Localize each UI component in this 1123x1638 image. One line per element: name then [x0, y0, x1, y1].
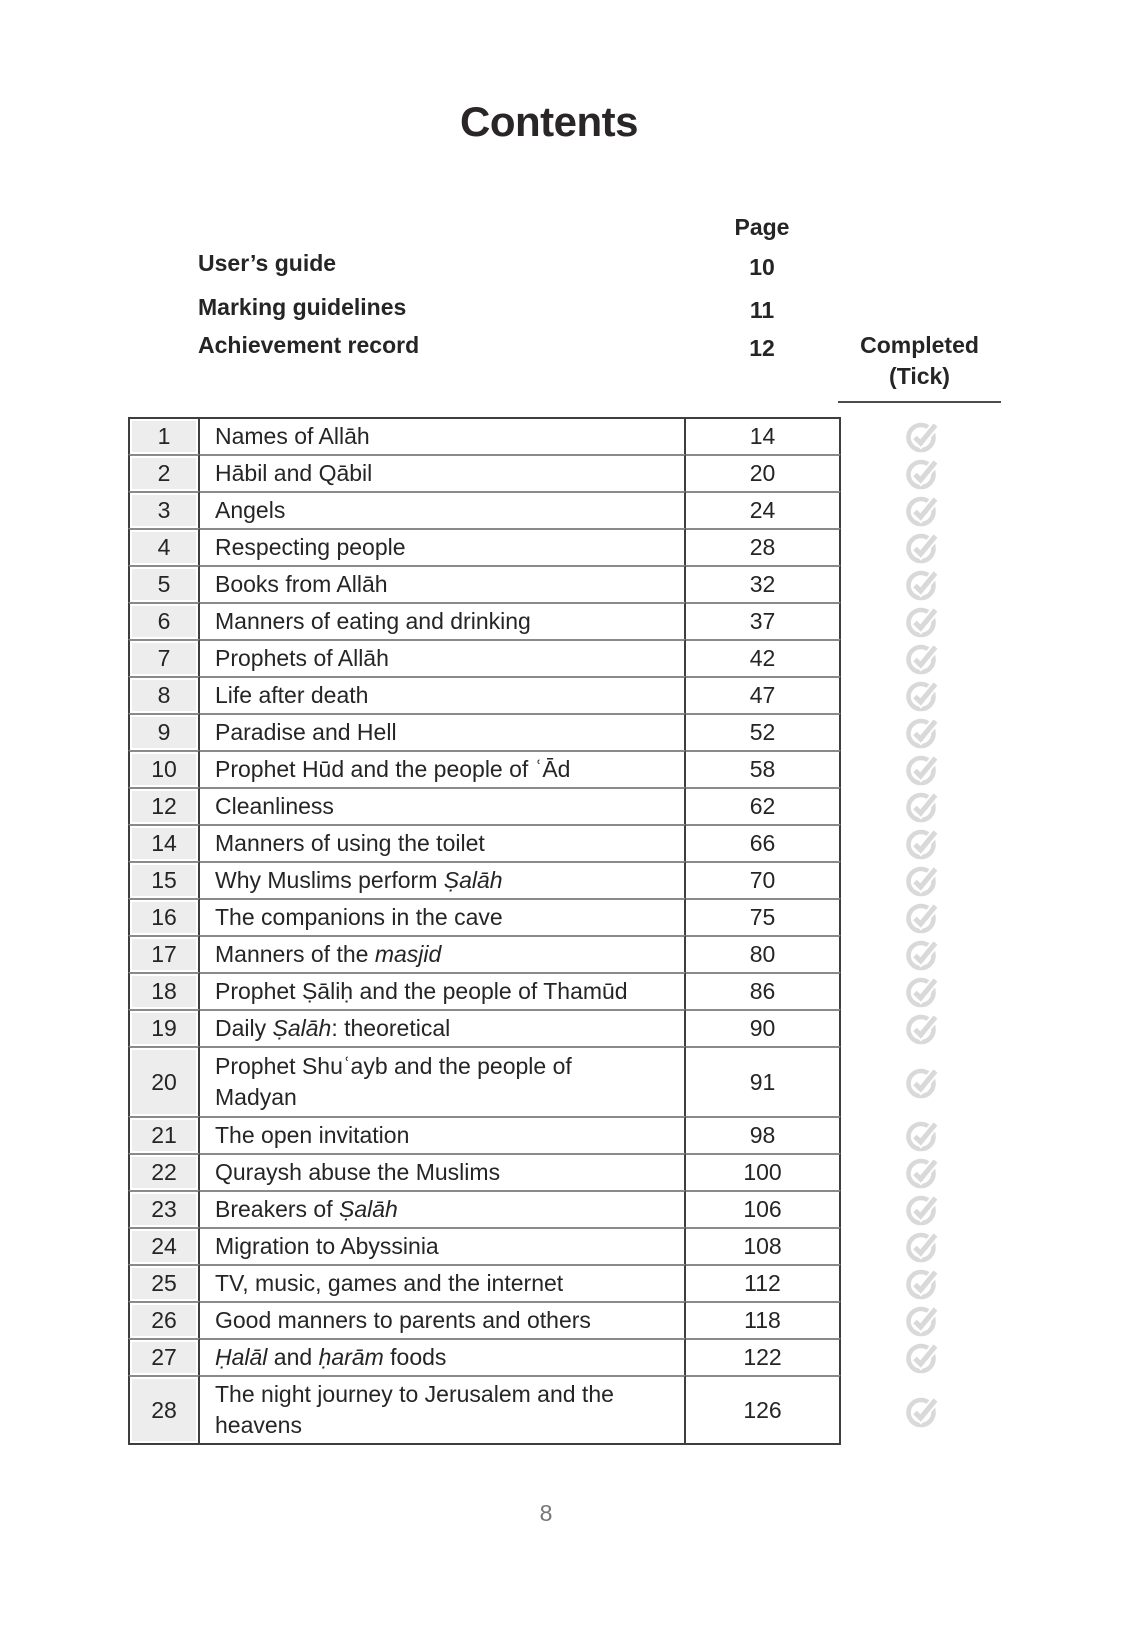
chapter-title: Quraysh abuse the Muslims: [200, 1153, 686, 1190]
chapter-number: 27: [128, 1338, 200, 1375]
check-circle-icon: [905, 455, 940, 490]
chapter-number: 3: [128, 491, 200, 528]
chapter-number: 28: [128, 1375, 200, 1445]
check-circle-icon: [905, 714, 940, 749]
chapter-page: 66: [686, 824, 841, 861]
chapter-title: Names of Allāh: [200, 417, 686, 454]
chapter-number: 1: [128, 417, 200, 454]
completed-tick-cell: [841, 898, 1003, 935]
chapter-title: TV, music, games and the internet: [200, 1264, 686, 1301]
check-circle-icon: [905, 603, 940, 638]
chapter-page: 100: [686, 1153, 841, 1190]
chapter-page: 90: [686, 1009, 841, 1046]
chapter-number: 26: [128, 1301, 200, 1338]
chapter-number: 12: [128, 787, 200, 824]
chapter-title: Prophets of Allāh: [200, 639, 686, 676]
chapter-title: Prophet Ṣāliḥ and the people of Thamūd: [200, 972, 686, 1009]
chapter-title: The night journey to Jerusalem and the heavens: [200, 1375, 686, 1445]
chapter-number: 7: [128, 639, 200, 676]
chapter-page: 91: [686, 1046, 841, 1116]
completed-tick-cell: [841, 1009, 1003, 1046]
check-circle-icon: [905, 677, 940, 712]
chapter-title: Breakers of Ṣalāh: [200, 1190, 686, 1227]
chapter-title: Angels: [200, 491, 686, 528]
chapter-page: 52: [686, 713, 841, 750]
completed-tick-cell: [841, 676, 1003, 713]
chapter-number: 10: [128, 750, 200, 787]
front-matter-label: Achievement record: [198, 332, 420, 358]
chapter-title: Migration to Abyssinia: [200, 1227, 686, 1264]
chapter-number: 22: [128, 1153, 200, 1190]
chapter-number: 15: [128, 861, 200, 898]
chapter-page: 62: [686, 787, 841, 824]
completed-tick-cell: [841, 1375, 1003, 1445]
chapter-number: 4: [128, 528, 200, 565]
tick-label: (Tick): [889, 363, 950, 389]
check-circle-icon: [905, 1393, 940, 1428]
check-circle-icon: [905, 1064, 940, 1099]
completed-tick-cell: [841, 454, 1003, 491]
chapter-page: 86: [686, 972, 841, 1009]
chapter-number: 8: [128, 676, 200, 713]
check-circle-icon: [905, 566, 940, 601]
check-circle-icon: [905, 1228, 940, 1263]
completed-tick-cell: [841, 1046, 1003, 1116]
check-circle-icon: [905, 1010, 940, 1045]
chapter-page: 14: [686, 417, 841, 454]
chapter-number: 19: [128, 1009, 200, 1046]
check-circle-icon: [905, 529, 940, 564]
check-circle-icon: [905, 640, 940, 675]
chapter-title: Manners of using the toilet: [200, 824, 686, 861]
chapter-page: 58: [686, 750, 841, 787]
chapter-title: Ḥalāl and ḥarām foods: [200, 1338, 686, 1375]
check-circle-icon: [905, 973, 940, 1008]
chapter-title: Manners of eating and drinking: [200, 602, 686, 639]
chapter-title: Prophet Shuʿayb and the people of Madyan: [200, 1046, 686, 1116]
chapter-title: Hābil and Qābil: [200, 454, 686, 491]
chapter-number: 9: [128, 713, 200, 750]
completed-tick-cell: [841, 1153, 1003, 1190]
front-matter-label: Marking guidelines: [198, 294, 407, 320]
chapter-number: 25: [128, 1264, 200, 1301]
check-circle-icon: [905, 936, 940, 971]
chapter-number: 21: [128, 1116, 200, 1153]
chapter-page: 42: [686, 639, 841, 676]
chapter-page: 122: [686, 1338, 841, 1375]
completed-tick-cell: [841, 565, 1003, 602]
completed-tick-cell: [841, 1227, 1003, 1264]
chapter-page: 37: [686, 602, 841, 639]
chapter-number: 2: [128, 454, 200, 491]
completed-tick-cell: [841, 861, 1003, 898]
completed-tick-cell: [841, 417, 1003, 454]
chapter-title: Why Muslims perform Ṣalāh: [200, 861, 686, 898]
check-circle-icon: [905, 862, 940, 897]
chapter-number: 14: [128, 824, 200, 861]
chapter-title: The companions in the cave: [200, 898, 686, 935]
completed-tick-cell: [841, 824, 1003, 861]
chapter-title: Daily Ṣalāh: theoretical: [200, 1009, 686, 1046]
check-circle-icon: [905, 1339, 940, 1374]
page-column-header: Page: [734, 214, 790, 240]
completed-tick-cell: [841, 528, 1003, 565]
completed-tick-cell: [841, 1264, 1003, 1301]
check-circle-icon: [905, 1117, 940, 1152]
check-circle-icon: [905, 788, 940, 823]
footer-page-number: 8: [539, 1500, 553, 1526]
completed-tick-cell: [841, 972, 1003, 1009]
check-circle-icon: [905, 1302, 940, 1337]
chapter-page: 108: [686, 1227, 841, 1264]
chapter-number: 23: [128, 1190, 200, 1227]
front-matter-label: User’s guide: [198, 250, 337, 276]
chapter-number: 6: [128, 602, 200, 639]
completed-tick-cell: [841, 713, 1003, 750]
chapter-number: 5: [128, 565, 200, 602]
completed-tick-cell: [841, 787, 1003, 824]
chapter-title: Manners of the masjid: [200, 935, 686, 972]
chapter-number: 18: [128, 972, 200, 1009]
chapter-page: 98: [686, 1116, 841, 1153]
check-circle-icon: [905, 492, 940, 527]
chapter-page: 47: [686, 676, 841, 713]
check-circle-icon: [905, 825, 940, 860]
chapter-page: 106: [686, 1190, 841, 1227]
completed-tick-cell: [841, 602, 1003, 639]
chapter-page: 126: [686, 1375, 841, 1445]
check-circle-icon: [905, 418, 940, 453]
completed-tick-cell: [841, 491, 1003, 528]
chapter-title: Paradise and Hell: [200, 713, 686, 750]
check-circle-icon: [905, 899, 940, 934]
chapter-page: 118: [686, 1301, 841, 1338]
check-circle-icon: [905, 751, 940, 786]
chapter-page: 28: [686, 528, 841, 565]
chapter-number: 17: [128, 935, 200, 972]
chapter-title: Respecting people: [200, 528, 686, 565]
check-circle-icon: [905, 1154, 940, 1189]
front-matter-page: 12: [749, 335, 775, 361]
completed-tick-cell: [841, 639, 1003, 676]
check-circle-icon: [905, 1191, 940, 1226]
chapter-title: Books from Allāh: [200, 565, 686, 602]
completed-label: Completed: [860, 332, 979, 358]
chapter-page: 24: [686, 491, 841, 528]
chapter-page: 80: [686, 935, 841, 972]
front-matter-page: 11: [749, 297, 775, 323]
completed-tick-cell: [841, 1301, 1003, 1338]
chapter-page: 70: [686, 861, 841, 898]
chapter-page: 75: [686, 898, 841, 935]
chapter-title: Life after death: [200, 676, 686, 713]
completed-tick-cell: [841, 935, 1003, 972]
chapter-number: 20: [128, 1046, 200, 1116]
chapter-number: 24: [128, 1227, 200, 1264]
chapter-page: 20: [686, 454, 841, 491]
chapter-title: Prophet Hūd and the people of ʿĀd: [200, 750, 686, 787]
front-matter-page: 10: [749, 254, 775, 280]
contents-table: [128, 417, 1003, 1445]
page-title: Contents: [460, 98, 638, 145]
completed-tick-header: [838, 330, 1001, 403]
chapter-number: 16: [128, 898, 200, 935]
completed-tick-cell: [841, 750, 1003, 787]
chapter-page: 32: [686, 565, 841, 602]
chapter-page: 112: [686, 1264, 841, 1301]
completed-tick-cell: [841, 1116, 1003, 1153]
check-circle-icon: [905, 1265, 940, 1300]
completed-tick-cell: [841, 1190, 1003, 1227]
chapter-title: Cleanliness: [200, 787, 686, 824]
chapter-title: Good manners to parents and others: [200, 1301, 686, 1338]
chapter-title: The open invitation: [200, 1116, 686, 1153]
completed-tick-cell: [841, 1338, 1003, 1375]
